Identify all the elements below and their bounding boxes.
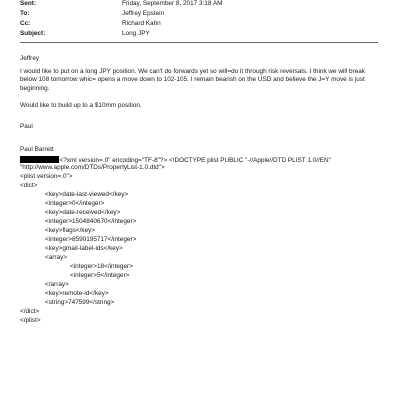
- plist-line-14: <integer>5</integer>: [70, 272, 130, 279]
- plist-line-7: <key>date-received</key>: [45, 209, 121, 216]
- sent-value: Friday, September 8, 2017 3:18 AM: [122, 0, 223, 7]
- plist-line-10: <integer>8590195717</integer>: [45, 236, 137, 243]
- to-label: To:: [20, 10, 30, 17]
- plist-line-8: <integer>1504840670</integer>: [45, 218, 137, 225]
- plist-line-6: <integer>0</integer>: [45, 200, 105, 207]
- plist-line-15: </array>: [45, 281, 69, 288]
- sent-label: Sent:: [20, 0, 36, 7]
- redaction-box: [20, 156, 59, 163]
- plist-line-12: <array>: [45, 254, 68, 261]
- plist-line-5: <key>date-last-viewed</key>: [45, 191, 129, 198]
- plist-xml-declaration: <?xml version=.0" encoding="TF-8"?> <!DOCTYPE plist PUBLIC "-//Apple//DTD PLIST 1.0//EN": [59, 157, 331, 164]
- plist-line-3: <plist version=.0">: [20, 173, 73, 180]
- header-divider: [20, 42, 378, 43]
- cc-value: Richard Kahn: [122, 20, 161, 27]
- plist-line-18: </dict>: [20, 308, 40, 315]
- subject-label: Subject:: [20, 30, 46, 37]
- plist-line-2: "http://www.apple.com/DTDs/PropertyList-1.0.dtd">: [20, 164, 165, 171]
- plist-line-13: <integer>18</integer>: [70, 263, 133, 270]
- plist-line-9: <key>flags</key>: [45, 227, 96, 234]
- to-value: Jeffrey Epstein: [122, 10, 165, 17]
- plist-line-11: <key>gmail-label-ids</key>: [45, 245, 123, 252]
- plist-line-19: </plist>: [20, 317, 41, 324]
- body-paragraph-2: Would like to build up to a $10mm position.: [20, 102, 142, 109]
- plist-line-16: <key>remote-id</key>: [45, 290, 109, 297]
- greeting: Jeffrey: [20, 55, 40, 62]
- signoff: Paul: [20, 123, 33, 130]
- signature-name: Paul Barrett: [20, 146, 54, 153]
- body-paragraph-1: I would like to put on a long JPY position. We can't do forwards yet so will=do it through risk reversals. I think we will break below 108 tomorrow whic= opens a move down to 102-105. I remain bearish on the USD and believe the J=Y move is just beginning.: [20, 68, 366, 92]
- plist-line-17: <string>747599</string>: [45, 299, 115, 306]
- cc-label: Cc:: [20, 20, 31, 27]
- plist-line-4: <dict>: [20, 182, 38, 189]
- subject-value: Long JPY: [122, 30, 150, 37]
